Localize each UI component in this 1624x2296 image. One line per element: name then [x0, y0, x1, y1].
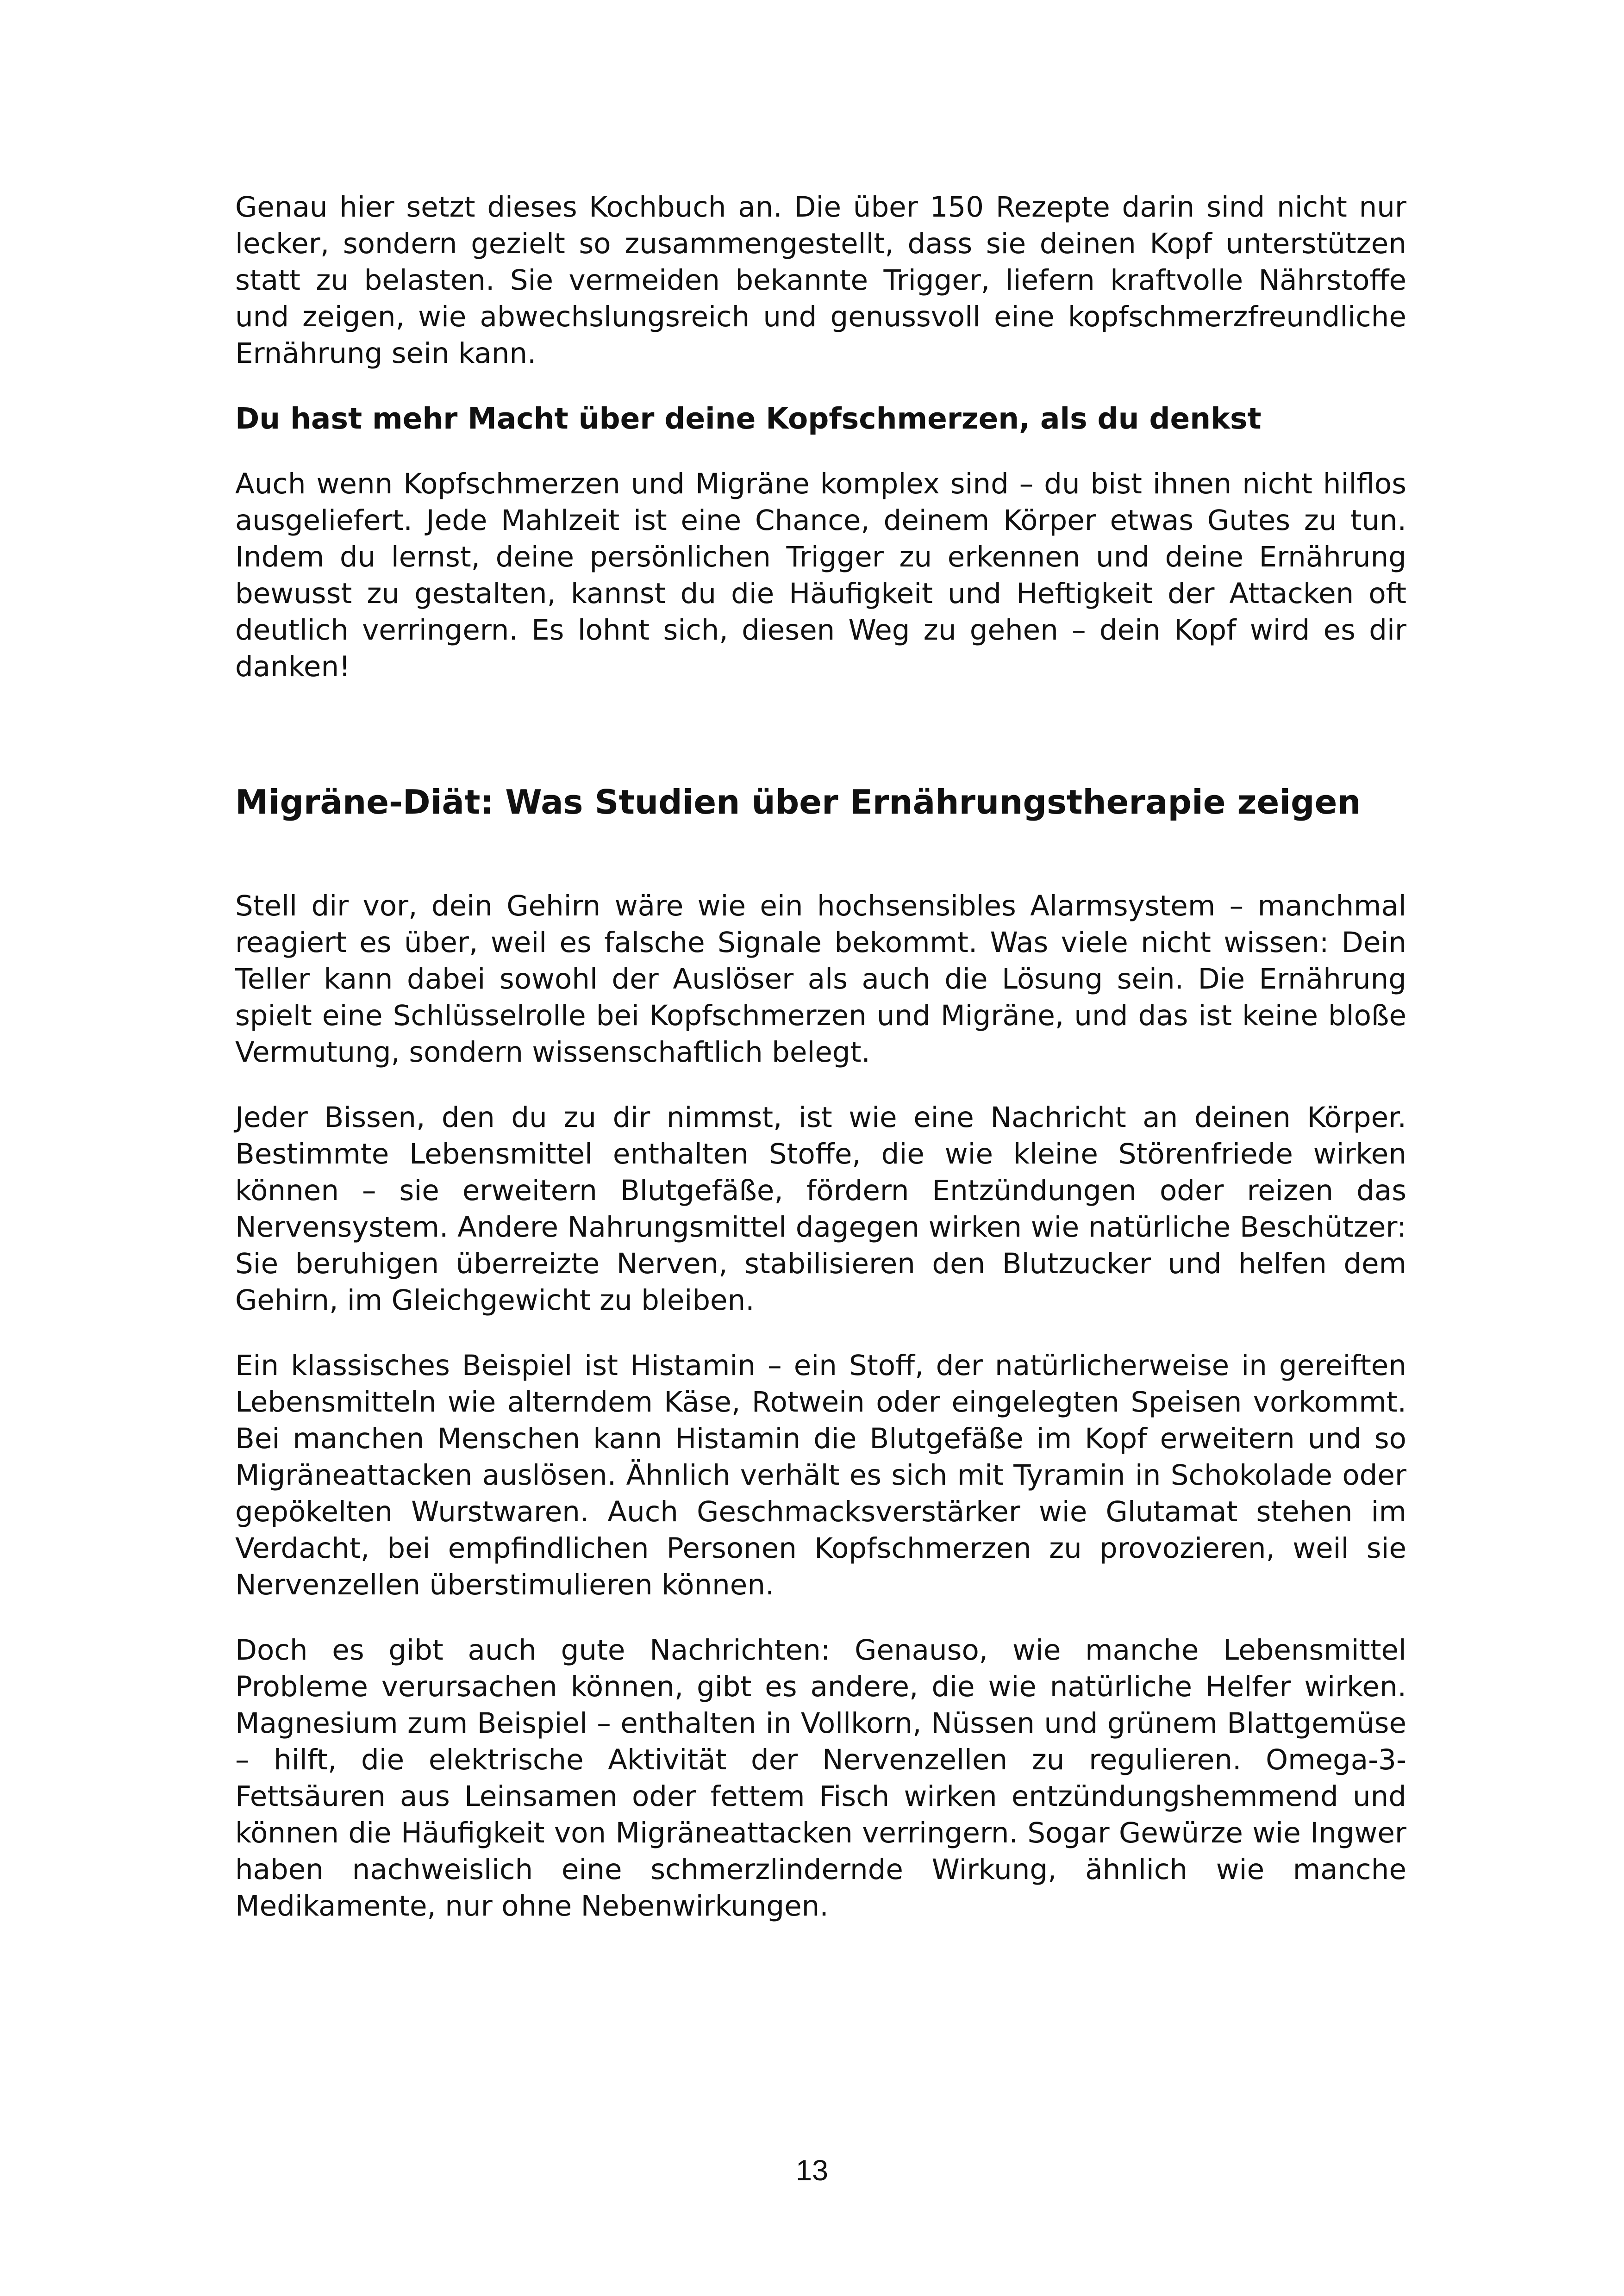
page-number: 13	[795, 2154, 829, 2187]
subheading: Du hast mehr Macht über deine Kopfschmerzen, als du denkst	[235, 402, 1262, 436]
spacer	[235, 372, 1406, 400]
power-paragraph: Auch wenn Kopfschmerzen und Migräne komplex sind – du bist ihnen nicht hilflos ausgeliefert. Jede Mahlzeit ist eine Chance, deinem Körper etwas Gutes zu tun. Indem du lernst, deine persönlichen Trigger zu erkennen und deine Ernährung bewusst zu gestalten, kannst du die Häufigkeit und Heftigkeit der Attacken oft deutlich verringern. Es lohnt sich, diesen Weg zu gehen – dein Kopf wird es dir danken!	[235, 467, 1406, 683]
text-column	[235, 189, 1406, 1924]
spacer	[235, 823, 1406, 888]
body-paragraph: Stell dir vor, dein Gehirn wäre wie ein hochsensibles Alarmsystem – manchmal reagiert es über, weil es falsche Signale bekommt. Was viele nicht wissen: Dein Teller kann dabei sowohl der Auslöser als auch die Lösung sein. Die Ernährung spielt eine Schlüsselrolle bei Kopfschmerzen und Migräne, und das ist keine bloße Vermutung, sondern wissenschaftlich belegt.	[235, 890, 1406, 1069]
spacer	[235, 437, 1406, 466]
body-paragraph: Ein klassisches Beispiel ist Histamin – ein Stoff, der natürlicherweise in gereiften Lebensmitteln wie alterndem Käse, Rotwein oder eingelegten Speisen vorkommt. Bei manchen Menschen kann Histamin die Blutgefäße im Kopf erweitern und so Migräneattacken auslösen. Ähnlich verhält es sich mit Tyramin in Schokolade oder gepökelten Wurstwaren. Auch Geschmacksverstärker wie Glutamat stehen im Verdacht, bei empfindlichen Personen Kopfschmerzen zu provozieren, weil sie Nervenzellen überstimulieren können.	[235, 1349, 1406, 1601]
spacer	[235, 685, 1406, 781]
body-paragraph: Doch es gibt auch gute Nachrichten: Genauso, wie manche Lebensmittel Probleme verursachen können, gibt es andere, die wie natürliche Helfer wirken. Magnesium zum Beispiel – enthalten in Vollkorn, Nüssen und grünem Blattgemüse – hilft, die elektrische Aktivität der Nervenzellen zu regulieren. Omega-3-Fettsäuren aus Leinsamen oder fettem Fisch wirken entzündungshemmend und können die Häufigkeit von Migräneattacken verringern. Sogar Gewürze wie Ingwer haben nachweislich eine schmerzlindernde Wirkung, ähnlich wie manche Medikamente, nur ohne Nebenwirkungen.	[235, 1634, 1406, 1923]
spacer	[235, 1603, 1406, 1632]
section-title: Migräne-Diät: Was Studien über Ernährungstherapie zeigen	[235, 783, 1361, 821]
intro-paragraph: Genau hier setzt dieses Kochbuch an. Die über 150 Rezepte darin sind nicht nur lecker, sondern gezielt so zusammengestellt, dass sie deinen Kopf unterstützen statt zu belasten. Sie vermeiden bekannte Trigger, liefern kraftvolle Nährstoffe und zeigen, wie abwechslungsreich und genussvoll eine kopfschmerzfreundliche Ernährung sein kann.	[235, 191, 1406, 370]
body-paragraph: Jeder Bissen, den du zu dir nimmst, ist wie eine Nachricht an deinen Körper. Bestimmte Lebensmittel enthalten Stoffe, die wie kleine Störenfriede wirken können – sie erweitern Blutgefäße, fördern Entzündungen oder reizen das Nervensystem. Andere Nahrungsmittel dagegen wirken wie natürliche Beschützer: Sie beruhigen überreizte Nerven, stabilisieren den Blutzucker und helfen dem Gehirn, im Gleichgewicht zu bleiben.	[235, 1101, 1406, 1317]
spacer	[235, 1070, 1406, 1099]
spacer	[235, 1319, 1406, 1347]
